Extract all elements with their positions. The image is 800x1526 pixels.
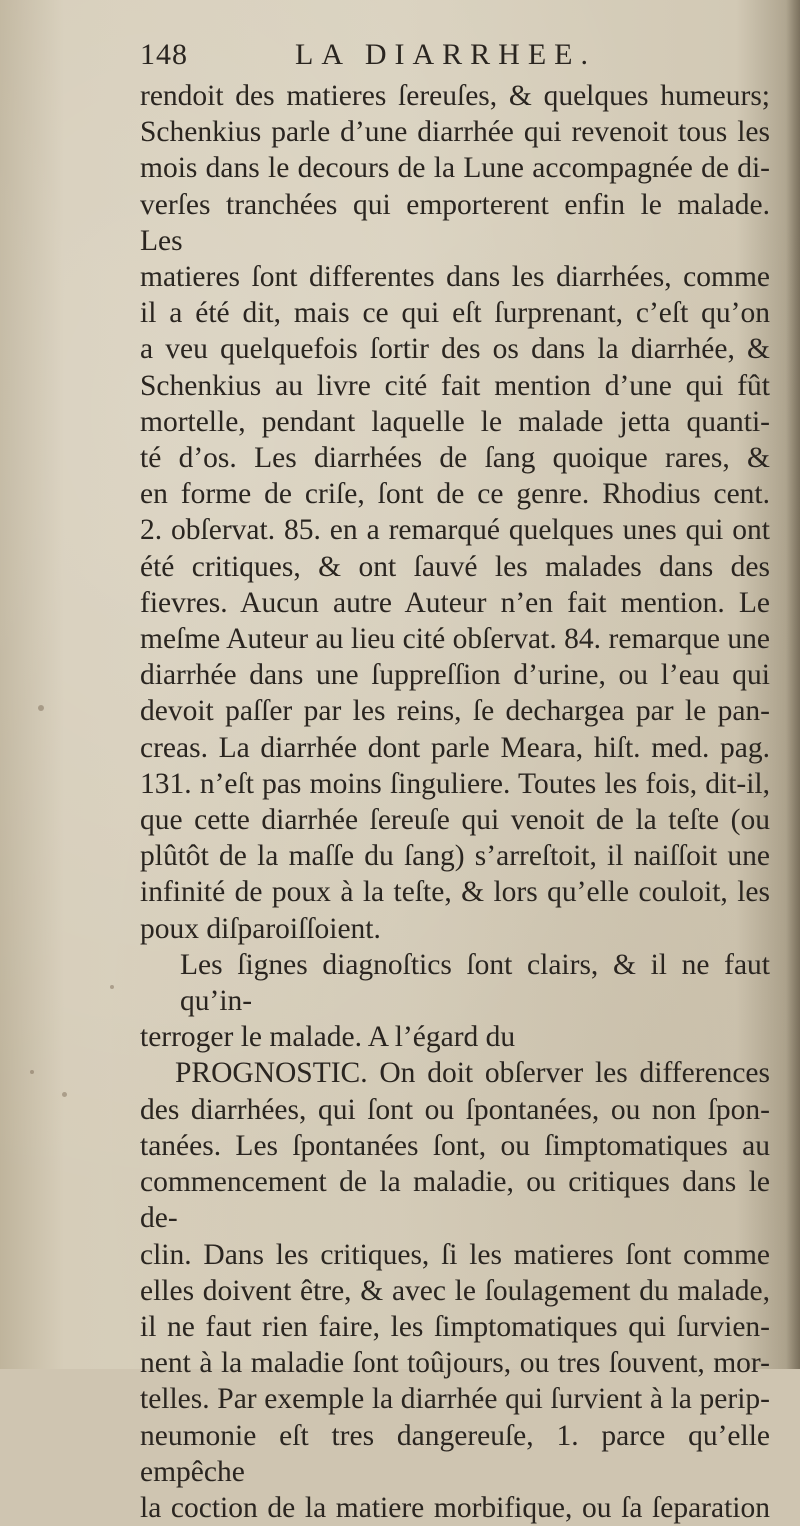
text-line: tanées. Les ſpontanées ſont, ou ſimptomatiques au xyxy=(140,1129,770,1162)
body-text xyxy=(140,78,770,1526)
text-line: verſes tranchées qui emporterent enfin le malade. Les xyxy=(140,188,770,257)
text-line: mortelle, pendant laquelle le malade jetta quanti- xyxy=(140,405,770,438)
text-line: il a été dit, mais ce qui eſt ſurprenant, c’eſt qu’on xyxy=(140,297,770,330)
text-line: plûtôt de la maſſe du ſang) s’arreſtoit, il naiſſoit une xyxy=(140,840,770,873)
text-line: matieres ſont differentes dans les diarrhées, comme xyxy=(140,261,770,294)
text-line: diarrhée dans une ſuppreſſion d’urine, ou l’eau qui xyxy=(140,659,770,692)
text-line: il ne faut rien faire, les ſimptomatiques qui ſurvien- xyxy=(140,1310,770,1343)
text-line: fievres. Aucun autre Auteur n’en fait mention. Le xyxy=(140,586,770,619)
text-line: té d’os. Les diarrhées de ſang quoique rares, & xyxy=(140,442,770,475)
text-line: PROGNOSTIC. On doit obſerver les differences xyxy=(175,1057,770,1090)
text-line: la coction de la matiere morbifique, ou ſa ſeparation xyxy=(140,1491,770,1524)
page-edge-shadow xyxy=(786,0,800,1369)
text-line: 131. n’eſt pas moins ſinguliere. Toutes les fois, dit-il, xyxy=(140,767,770,800)
text-line: devoit paſſer par les reins, ſe dechargea par le pan- xyxy=(140,695,770,728)
text-line: terroger le malade. A l’égard du xyxy=(140,1021,516,1054)
page-number: 148 xyxy=(140,38,188,71)
text-line: été critiques, & ont ſauvé les malades dans des xyxy=(140,550,770,583)
running-title: LA DIARRHEE. xyxy=(295,38,596,71)
text-line: 2. obſervat. 85. en a remarqué quelques unes qui ont xyxy=(140,514,770,547)
foxing-spot xyxy=(38,705,44,711)
text-line: nent à la maladie ſont toûjours, ou tres ſouvent, mor- xyxy=(140,1347,770,1380)
running-header xyxy=(140,30,780,80)
text-line: neumonie eſt tres dangereuſe, 1. parce qu’elle empêche xyxy=(140,1419,770,1488)
text-line: en forme de criſe, ſont de ce genre. Rhodius cent. xyxy=(140,478,770,511)
text-line: clin. Dans les critiques, ſi les matieres ſont comme xyxy=(140,1238,770,1271)
text-line: rendoit des matieres ſereuſes, & quelques humeurs; xyxy=(140,80,770,112)
text-line: Schenkius au livre cité fait mention d’une qui fût xyxy=(140,369,770,402)
text-line: que cette diarrhée ſereuſe qui venoit de la teſte (ou xyxy=(140,804,770,837)
text-line: elles doivent être, & avec le ſoulagement du malade, xyxy=(140,1274,770,1307)
foxing-spot xyxy=(30,1070,34,1074)
text-line: commencement de la maladie, ou critiques dans le de- xyxy=(140,1166,770,1235)
text-line: des diarrhées, qui ſont ou ſpontanées, ou non ſpon- xyxy=(140,1093,770,1126)
foxing-spot xyxy=(110,985,114,989)
text-line: meſme Auteur au lieu cité obſervat. 84. remarque une xyxy=(140,623,770,656)
text-line: infinité de poux à la teſte, & lors qu’elle couloit, les xyxy=(140,876,770,909)
foxing-spot xyxy=(62,1092,67,1097)
text-line: Schenkius parle d’une diarrhée qui revenoit tous les xyxy=(140,116,770,149)
text-line: mois dans le decours de la Lune accompagnée de di- xyxy=(140,152,770,185)
text-line: telles. Par exemple la diarrhée qui ſurvient à la perip- xyxy=(140,1383,770,1416)
text-line: poux diſparoiſſoient. xyxy=(140,912,381,945)
text-line: creas. La diarrhée dont parle Meara, hiſt. med. pag. xyxy=(140,731,770,764)
text-line: Les ſignes diagnoſtics ſont clairs, & il ne faut qu’in- xyxy=(180,948,770,1018)
text-line: a veu quelquefois ſortir des os dans la diarrhée, & xyxy=(140,333,770,366)
